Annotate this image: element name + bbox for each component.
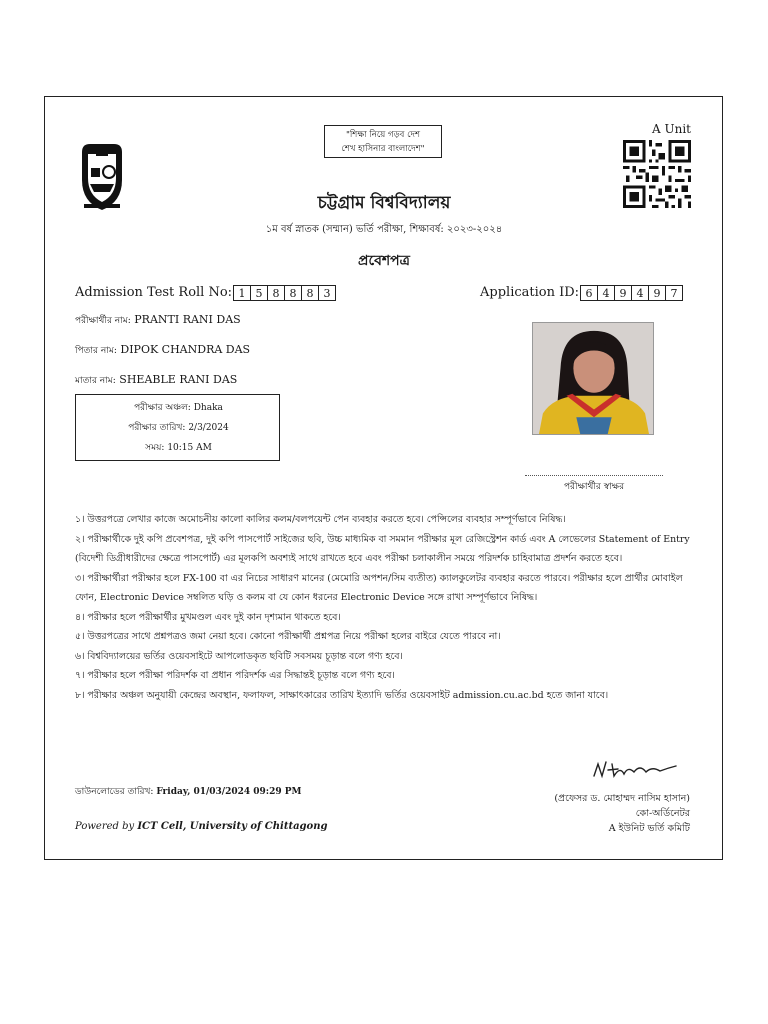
roll-digit: 1 — [233, 285, 251, 301]
slogan-box — [324, 125, 442, 158]
roll-digit: 8 — [267, 285, 285, 301]
coordinator-name: (প্রফেসর ড. মোহাম্মদ নাসিম হাসান) — [554, 793, 690, 804]
exam-zone-row — [76, 400, 281, 415]
candidate-photo — [532, 322, 654, 435]
unit-label: A Unit — [652, 122, 691, 136]
instruction-item: ৩। পরীক্ষার্থীরা পরীক্ষার হলে FX-100 বা এর নিচের সাধারণ মানের (মেমোরি অপশন/সিম ব্যতীত) ক্যালকুলেটর ব্যবহার করতে পারবে। পরীক্ষার হলে প্রার্থীর মোবাইল ফোন, Electronic Device সম্বলিত ঘড়ি ও কলম বা যে কোন ধরনের Electronic Device সঙ্গে রাখা সম্পূর্ণভাবে নিষিদ্ধ। — [75, 572, 683, 603]
exam-zone-label: পরীক্ষার অঞ্চল: — [134, 403, 191, 413]
application-digit: 4 — [597, 285, 615, 301]
instruction-item: ৫। উত্তরপত্রের সাথে প্রশ্নপত্রও জমা নেয়া হবে। কোনো পরীক্ষার্থী প্রশ্নপত্র নিয়ে পরীক্ষা হলের বাইরে যেতে পারবে না। — [75, 631, 501, 642]
instruction-item: ২। পরীক্ষার্থীকে দুই কপি প্রবেশপত্র, দুই কপি পাসপোর্ট সাইজের ছবি, উচ্চ মাধ্যমিক বা সমমান পরীক্ষার মূল রেজিস্ট্রেশন কার্ড এবং A লেভেলের Statement of Entry (বিদেশী ডিগ্রীধারীদের ক্ষেত্রে পাসপোর্ট) এর মূলকপি অবশ্যই সাথে রাখতে হবে এবং পরীক্ষা চলাকালীন সময়ে পরিদর্শক চাহিবামাত্র প্রদর্শন করতে হবে। — [75, 533, 690, 564]
application-id-label: Application ID: — [480, 285, 580, 300]
roll-digit: 3 — [318, 285, 336, 301]
roll-number-boxes — [234, 285, 336, 301]
application-id-boxes — [581, 285, 683, 301]
university-name: চট্টগ্রাম বিশ্ববিদ্যালয় — [317, 193, 451, 213]
application-digit: 6 — [580, 285, 598, 301]
exam-date-row — [76, 420, 281, 435]
roll-digit: 5 — [250, 285, 268, 301]
instruction-item: ৪। পরীক্ষার হলে পরীক্ষার্থীর মুখমণ্ডল এবং দুই কান দৃশ্যমান থাকতে হবে। — [75, 611, 341, 623]
mother-name-label: মাতার নাম: — [75, 376, 116, 386]
slogan-line-1: "শিক্ষা নিয়ে গড়ব দেশ — [345, 130, 421, 140]
instruction-list — [75, 510, 695, 705]
father-name: DIPOK CHANDRA DAS — [120, 343, 251, 356]
powered-by-org: ICT Cell, University of Chittagong — [137, 821, 328, 832]
instruction-item: ৬। বিশ্ববিদ্যালয়ের ভর্তির ওয়েবসাইটে আপলোডকৃত ছবিটি সবসময় চূড়ান্ত বলে গণ্য হবে। — [75, 650, 403, 662]
download-date-label: ডাউনলোডের তারিখ: — [75, 787, 154, 797]
candidate-name-row — [75, 313, 241, 328]
father-name-label: পিতার নাম: — [75, 346, 117, 356]
application-digit: 4 — [631, 285, 649, 301]
instruction-item: ৮। পরীক্ষার অঞ্চল অনুযায়ী কেন্দ্রের অবস্থান, ফলাফল, সাক্ষাৎকারের তারিখ ইত্যাদি ভর্তির ওয়েবসাইট admission.cu.ac.bd হতে জানা যাবে। — [75, 689, 609, 701]
instruction-item: ৭। পরীক্ষার হলে পরীক্ষা পরিদর্শক বা প্রধান পরিদর্শক এর সিদ্ধান্তই চূড়ান্ত বলে গণ্য হবে। — [75, 670, 395, 681]
exam-time-label: সময়: — [145, 443, 165, 453]
coordinator-title: কো-অর্ডিনেটর — [635, 808, 690, 819]
exam-time-row — [76, 440, 281, 455]
signature-line — [525, 475, 663, 476]
application-digit: 9 — [614, 285, 632, 301]
candidate-name: PRANTI RANI DAS — [134, 313, 241, 326]
admission-committee: A ইউনিট ভর্তি কমিটি — [608, 823, 690, 834]
download-date: Friday, 01/03/2024 09:29 PM — [156, 787, 302, 797]
exam-session-line: ১ম বর্ষ স্নাতক (সম্মান) ভর্তি পরীক্ষা, শিক্ষাবর্ষ: ২০২৩-২০২৪ — [265, 224, 503, 235]
document-title: প্রবেশপত্র — [358, 253, 410, 269]
exam-time: 10:15 AM — [167, 443, 212, 453]
powered-by-prefix: Powered by — [75, 821, 135, 832]
application-digit: 7 — [665, 285, 683, 301]
roll-digit: 8 — [284, 285, 302, 301]
candidate-signature-label: পরীক্ষার্থীর স্বাক্ষর — [563, 482, 625, 492]
slogan-line-2: শেখ হাসিনার বাংলাদেশ" — [341, 144, 425, 154]
exam-date-label: পরীক্ষার তারিখ: — [128, 423, 186, 433]
exam-info-box — [75, 394, 280, 461]
powered-by — [75, 821, 327, 832]
roll-digit: 8 — [301, 285, 319, 301]
mother-name-row — [75, 373, 237, 388]
coordinator-signature — [590, 756, 680, 782]
father-name-row — [75, 343, 250, 358]
candidate-name-label: পরীক্ষার্থীর নাম: — [75, 316, 131, 326]
download-date-row — [75, 784, 302, 799]
application-digit: 9 — [648, 285, 666, 301]
roll-number-label: Admission Test Roll No: — [75, 285, 233, 300]
exam-zone: Dhaka — [193, 403, 223, 413]
exam-date: 2/3/2024 — [188, 423, 229, 433]
mother-name: SHEABLE RANI DAS — [119, 373, 238, 386]
instruction-item: ১। উত্তরপত্রে লেখার কাজে অমোচনীয় কালো কালির কলম/বলপয়েন্ট পেন ব্যবহার করতে হবে। পেন্সিলের ব্যবহার সম্পূর্ণভাবে নিষিদ্ধ। — [75, 514, 566, 525]
